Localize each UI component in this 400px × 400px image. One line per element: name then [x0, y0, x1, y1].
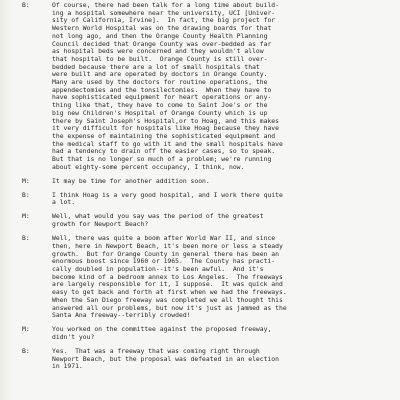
text-line: it very difficult for hospitals like Hoag because they have [52, 125, 280, 133]
speaker-label: B: [22, 1, 30, 9]
speaker-text [52, 192, 394, 207]
speaker-label: B: [22, 190, 30, 199]
text-line: growth. But for Orange County in general there has been an [52, 250, 280, 258]
transcript-entry [22, 178, 394, 186]
text-line: answered all our problems, but now it's just as jammed as the [52, 304, 287, 312]
transcript-entry [22, 348, 394, 371]
transcript-entry [22, 2, 394, 171]
text-line: You worked on the committee against the proposed freeway, [52, 326, 272, 334]
text-line: that hospital to be built. Orange County is still over- [52, 55, 268, 63]
text-line: a lot. [52, 199, 76, 207]
text-line: But that is no longer so much of a problem; we're running [52, 156, 272, 164]
speaker-label: M: [22, 325, 30, 334]
text-line: the medical staff to go with it and the small hospitals have [52, 140, 283, 148]
text-line: Well, what would you say was the period of the greatest [52, 213, 264, 221]
speaker-label: M: [22, 176, 30, 185]
transcript-entry [22, 326, 394, 341]
speaker-text [52, 213, 394, 228]
text-line: I think Hoag is a very good hospital, and I work there quite [52, 191, 283, 199]
transcript-entry [22, 192, 394, 207]
text-line: the expense of maintaining the sophisticated equipment and [52, 132, 276, 140]
page-edge-shadow [0, 0, 12, 400]
text-line: are largely responsible for it, I suppose. It was quick and [52, 281, 283, 289]
text-line: big new Children's Hospital of Orange County which is up [52, 109, 268, 117]
speaker-label: M: [22, 212, 30, 221]
text-line: Of course, there had been talk for a long time about build- [52, 2, 280, 9]
text-line: as hospital beds were concerned and they wouldn't allow [52, 48, 264, 56]
transcript-entry [22, 235, 394, 320]
text-line: appendectomies and the tonsilectomies. When they have to [52, 86, 272, 94]
text-line: When the San Diego freeway was completed we all thought this [52, 296, 283, 304]
interview-transcript [22, 2, 394, 377]
text-line: Council decided that Orange County was over-bedded as far [52, 40, 272, 48]
text-line: Well, there was quite a boom after World War II, and since [52, 235, 276, 243]
text-line: It may be time for another addition soon. [52, 177, 210, 185]
speaker-label: B: [22, 234, 30, 243]
text-line: Santa Ana freeway--terribly crowded! [52, 312, 191, 320]
text-line: had a tendency to drain off the easier cases, so to speak. [52, 148, 276, 156]
text-line: in 1971. [52, 363, 83, 371]
text-line: not long ago, and then the Orange County Health Planning [52, 32, 268, 40]
text-line: cally doubled in population--it's been awful. And it's [52, 265, 264, 273]
speaker-text [52, 348, 394, 371]
text-line: sity of California, Irvine]. In fact, the big project for [52, 17, 276, 25]
text-line: have sophisticated equipment for heart operations or any- [52, 94, 272, 102]
speaker-label: B: [22, 346, 30, 355]
text-line: didn't you? [52, 333, 95, 341]
text-line: ing a hospital somewhere near the university, UCI [Univer- [52, 9, 276, 17]
text-line: there by Saint Joseph's Hospital,or to Hoag, and this makes [52, 117, 280, 125]
text-line: enormous boost since 1960 or 1965. The County has practi- [52, 258, 276, 266]
text-line: Western World Hospital was on the drawing boards for that [52, 25, 272, 33]
text-line: then, here in Newport Beach, it's been more or less a steady [52, 242, 283, 250]
text-line: Yes. That was a freeway that was coming right through [52, 347, 260, 355]
text-line: Many are used by the doctors for routine operations, the [52, 79, 268, 87]
speaker-text [52, 235, 394, 320]
transcript-entry [22, 213, 394, 228]
speaker-text [52, 326, 394, 341]
text-line: become kind of a bedroom annex to Los Angeles. The freeways [52, 273, 283, 281]
text-line: easy to get back and forth at first when we had the freeways. [52, 289, 287, 297]
text-line: Newport Beach, but the proposal was defeated in an election [52, 355, 280, 363]
speaker-text [52, 178, 394, 186]
text-line: thing like that, they have to come to Saint Joe's or the [52, 102, 268, 110]
speaker-text [52, 2, 394, 171]
text-line: growth for Newport Beach? [52, 221, 149, 229]
text-line: about eighty-some percent occupancy, I think, now. [52, 163, 245, 171]
text-line: were built and are operated by doctors in Orange County. [52, 71, 268, 79]
text-line: bedded because there are a lot of small hospitals that [52, 63, 260, 71]
